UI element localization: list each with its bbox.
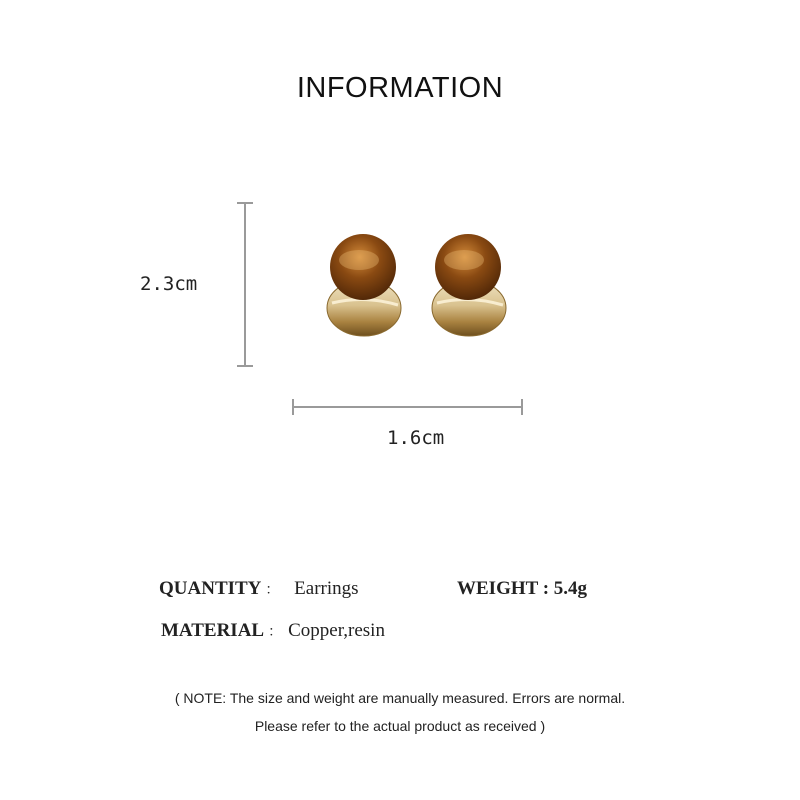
height-ruler (237, 203, 253, 366)
quantity-value: Earrings (294, 578, 359, 599)
right-earring-image (431, 233, 513, 337)
material-label: MATERIAL (161, 620, 265, 641)
note-line-1: ( NOTE: The size and weight are manually measured. Errors are normal. (174, 690, 626, 706)
height-label: 2.3cm (140, 273, 198, 295)
material-value: Copper,resin (288, 620, 385, 641)
quantity-colon: ： (265, 583, 280, 598)
left-earring-image (326, 233, 408, 337)
weight-value: 5.4g (553, 578, 588, 599)
page-title: INFORMATION (296, 72, 504, 104)
quantity-label: QUANTITY (159, 578, 262, 599)
width-label: 1.6cm (387, 427, 445, 449)
width-ruler (293, 399, 522, 415)
weight-spec (457, 578, 587, 600)
weight-label: WEIGHT : (457, 578, 550, 599)
quantity-spec (159, 578, 359, 600)
material-colon: ： (268, 625, 283, 640)
note-line-2: Please refer to the actual product as received ) (254, 718, 546, 734)
material-spec (161, 620, 385, 642)
